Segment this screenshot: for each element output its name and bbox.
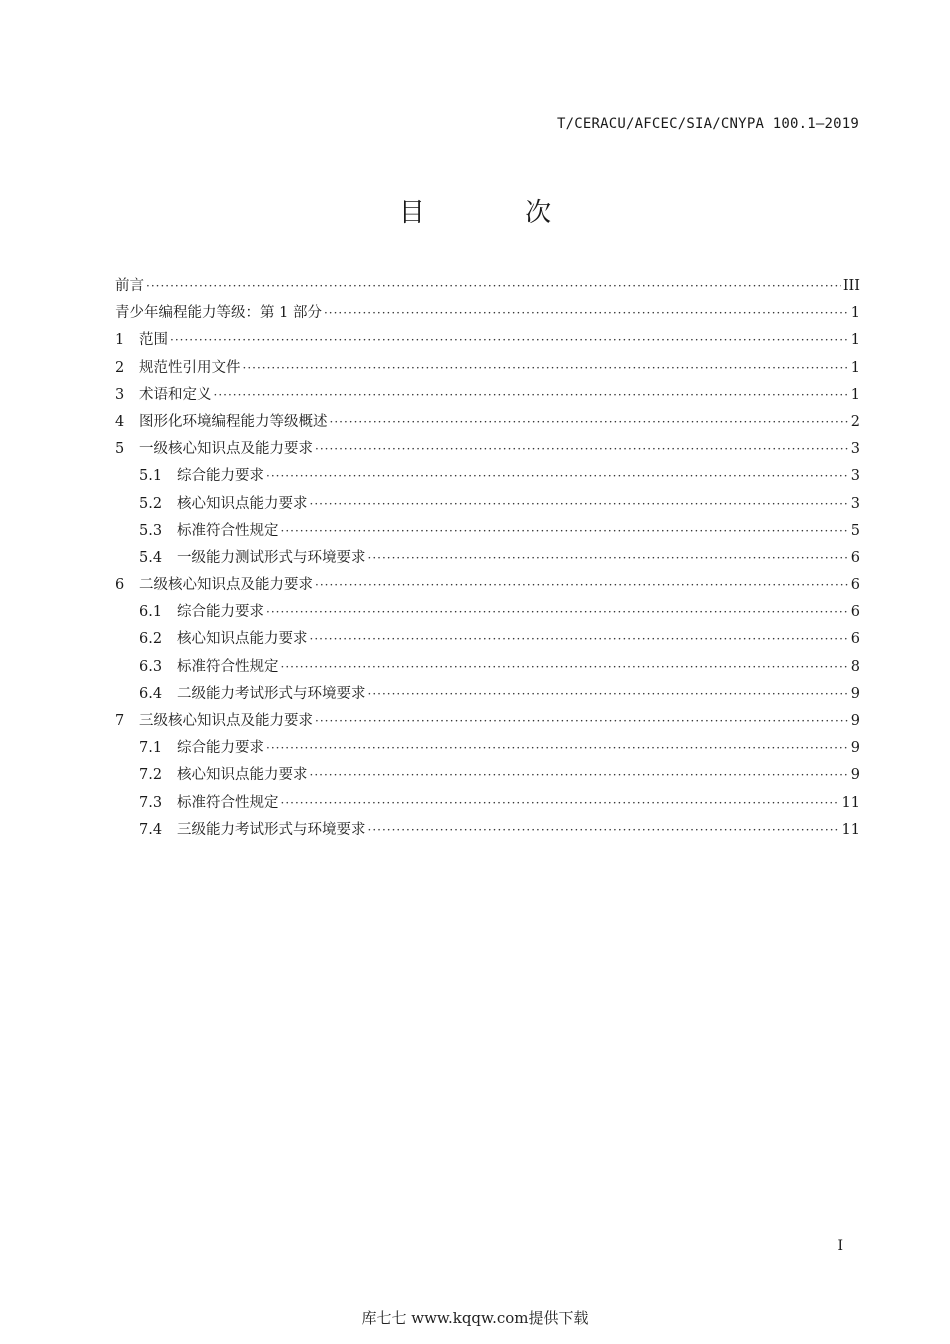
toc-entry-label: 标准符合性规定 xyxy=(177,522,279,539)
toc-entry[interactable] xyxy=(115,385,860,412)
toc-entry-label: 二级核心知识点及能力要求 xyxy=(139,577,313,594)
toc-entry-page: III xyxy=(842,278,860,294)
toc-entry[interactable] xyxy=(115,521,860,548)
page-title: 目 次 xyxy=(398,198,598,228)
toc-entry-page: 11 xyxy=(841,794,860,811)
toc-entry[interactable] xyxy=(115,412,860,439)
toc-entry-label: 综合能力要求 xyxy=(177,740,264,757)
toc-entry[interactable] xyxy=(115,684,860,711)
toc-entry-label: 术语和定义 xyxy=(139,386,212,403)
toc-entry-number: 7.2 xyxy=(139,767,163,784)
toc-entry[interactable] xyxy=(115,276,860,303)
toc-entry-page: 6 xyxy=(850,577,860,594)
toc-entry[interactable] xyxy=(115,657,860,684)
toc-leader-dots xyxy=(281,657,849,677)
toc-leader-dots xyxy=(266,466,849,486)
toc-entry-number: 7.3 xyxy=(139,794,163,811)
toc-entry-page: 1 xyxy=(850,332,860,349)
toc-entry-page: 6 xyxy=(850,549,860,566)
toc-entry-label: 三级核心知识点及能力要求 xyxy=(139,713,313,729)
document-code: T/CERACU/AFCEC/SIA/CNYPA 100.1—2019 xyxy=(556,116,859,132)
toc-entry-page: 3 xyxy=(850,441,860,458)
toc-entry-number: 6.3 xyxy=(139,658,163,675)
toc-entry[interactable] xyxy=(115,494,860,521)
toc-entry-label: 核心知识点能力要求 xyxy=(177,631,308,648)
toc-leader-dots xyxy=(170,330,849,350)
toc-entry[interactable] xyxy=(115,575,860,602)
toc-leader-dots xyxy=(243,358,849,378)
toc-entry-page: 9 xyxy=(850,713,860,729)
toc-leader-dots xyxy=(146,276,841,296)
toc-entry-number: 7 xyxy=(115,713,125,729)
toc-entry-page: 1 xyxy=(850,359,860,376)
toc-entry-page: 9 xyxy=(850,767,860,784)
toc-entry-label: 综合能力要求 xyxy=(177,604,264,621)
toc-entry-page: 8 xyxy=(850,658,860,675)
toc-entry-page: 2 xyxy=(850,413,860,430)
watermark-text: 库七七 www.kqqw.com提供下载 xyxy=(361,1309,589,1327)
toc-entry-label: 规范性引用文件 xyxy=(139,359,241,376)
toc-entry[interactable] xyxy=(115,711,860,738)
toc-entry-page: 1 xyxy=(850,305,860,322)
toc-entry-label: 图形化环境编程能力等级概述 xyxy=(139,413,328,430)
toc-leader-dots xyxy=(330,412,849,432)
toc-entry-number: 6 xyxy=(115,577,125,594)
toc-entry-number: 5.4 xyxy=(139,549,163,566)
toc-entry[interactable] xyxy=(115,602,860,629)
toc-leader-dots xyxy=(281,793,840,813)
toc-entry-label: 核心知识点能力要求 xyxy=(177,767,308,784)
toc-entry-page: 9 xyxy=(850,740,860,757)
toc-entry[interactable] xyxy=(115,548,860,575)
toc-entry[interactable] xyxy=(115,358,860,385)
toc-entry-number: 4 xyxy=(115,413,125,430)
toc-entry[interactable] xyxy=(115,793,860,820)
toc-entry-label: 综合能力要求 xyxy=(177,468,264,485)
toc-entry[interactable] xyxy=(115,330,860,357)
toc-entry[interactable] xyxy=(115,439,860,466)
toc-leader-dots xyxy=(368,820,840,840)
toc-entry-label: 二级能力考试形式与环境要求 xyxy=(177,685,366,702)
toc-entry-page: 9 xyxy=(850,685,860,702)
toc-entry-number: 7.1 xyxy=(139,740,163,757)
toc-leader-dots xyxy=(315,439,849,459)
toc-entry[interactable] xyxy=(115,765,860,792)
toc-leader-dots xyxy=(368,548,849,568)
toc-entry-number: 7.4 xyxy=(139,821,163,838)
toc-entry-number: 6.2 xyxy=(139,631,163,648)
toc-leader-dots xyxy=(266,602,849,622)
toc-entry-number: 1 xyxy=(115,332,125,349)
toc-leader-dots xyxy=(324,303,849,323)
toc-entry-number: 2 xyxy=(115,359,125,376)
toc-entry[interactable] xyxy=(115,738,860,765)
toc-leader-dots xyxy=(214,385,849,405)
toc-entry-label: 核心知识点能力要求 xyxy=(177,495,308,512)
toc-entry-page: 6 xyxy=(850,604,860,621)
toc-leader-dots xyxy=(310,494,849,514)
toc-entry[interactable] xyxy=(115,629,860,656)
toc-leader-dots xyxy=(315,711,849,731)
toc-entry[interactable] xyxy=(115,820,860,847)
toc-entry-label: 三级能力考试形式与环境要求 xyxy=(177,821,366,838)
page-number: I xyxy=(837,1238,843,1254)
toc-entry-label: 范围 xyxy=(139,332,168,349)
toc-leader-dots xyxy=(266,738,849,758)
toc-leader-dots xyxy=(368,684,849,704)
toc-entry[interactable] xyxy=(115,466,860,493)
toc-entry-number: 5.2 xyxy=(139,495,163,512)
toc-entry-label: 标准符合性规定 xyxy=(177,794,279,811)
toc-entry-number: 6.4 xyxy=(139,685,163,702)
toc-entry-page: 6 xyxy=(850,631,860,648)
toc-entry-label: 青少年编程能力等级：第 1 部分 xyxy=(115,305,322,322)
toc-entry-page: 3 xyxy=(850,495,860,512)
toc-entry-page: 1 xyxy=(850,386,860,403)
toc-entry-label: 一级核心知识点及能力要求 xyxy=(139,441,313,458)
toc-entry-number: 6.1 xyxy=(139,604,163,621)
toc-leader-dots xyxy=(281,521,849,541)
toc-entry-label: 一级能力测试形式与环境要求 xyxy=(177,549,366,566)
toc-entry-label: 前言 xyxy=(115,278,144,294)
toc-entry-page: 3 xyxy=(850,468,860,485)
toc-entry-number: 5 xyxy=(115,441,125,458)
table-of-contents xyxy=(115,276,860,847)
toc-entry-number: 5.3 xyxy=(139,522,163,539)
toc-entry-page: 5 xyxy=(850,522,860,539)
toc-leader-dots xyxy=(315,575,849,595)
toc-entry[interactable] xyxy=(115,303,860,330)
toc-entry-label: 标准符合性规定 xyxy=(177,658,279,675)
toc-leader-dots xyxy=(310,765,849,785)
toc-entry-page: 11 xyxy=(841,821,860,838)
toc-entry-number: 3 xyxy=(115,386,125,403)
toc-entry-number: 5.1 xyxy=(139,468,163,485)
toc-leader-dots xyxy=(310,629,849,649)
